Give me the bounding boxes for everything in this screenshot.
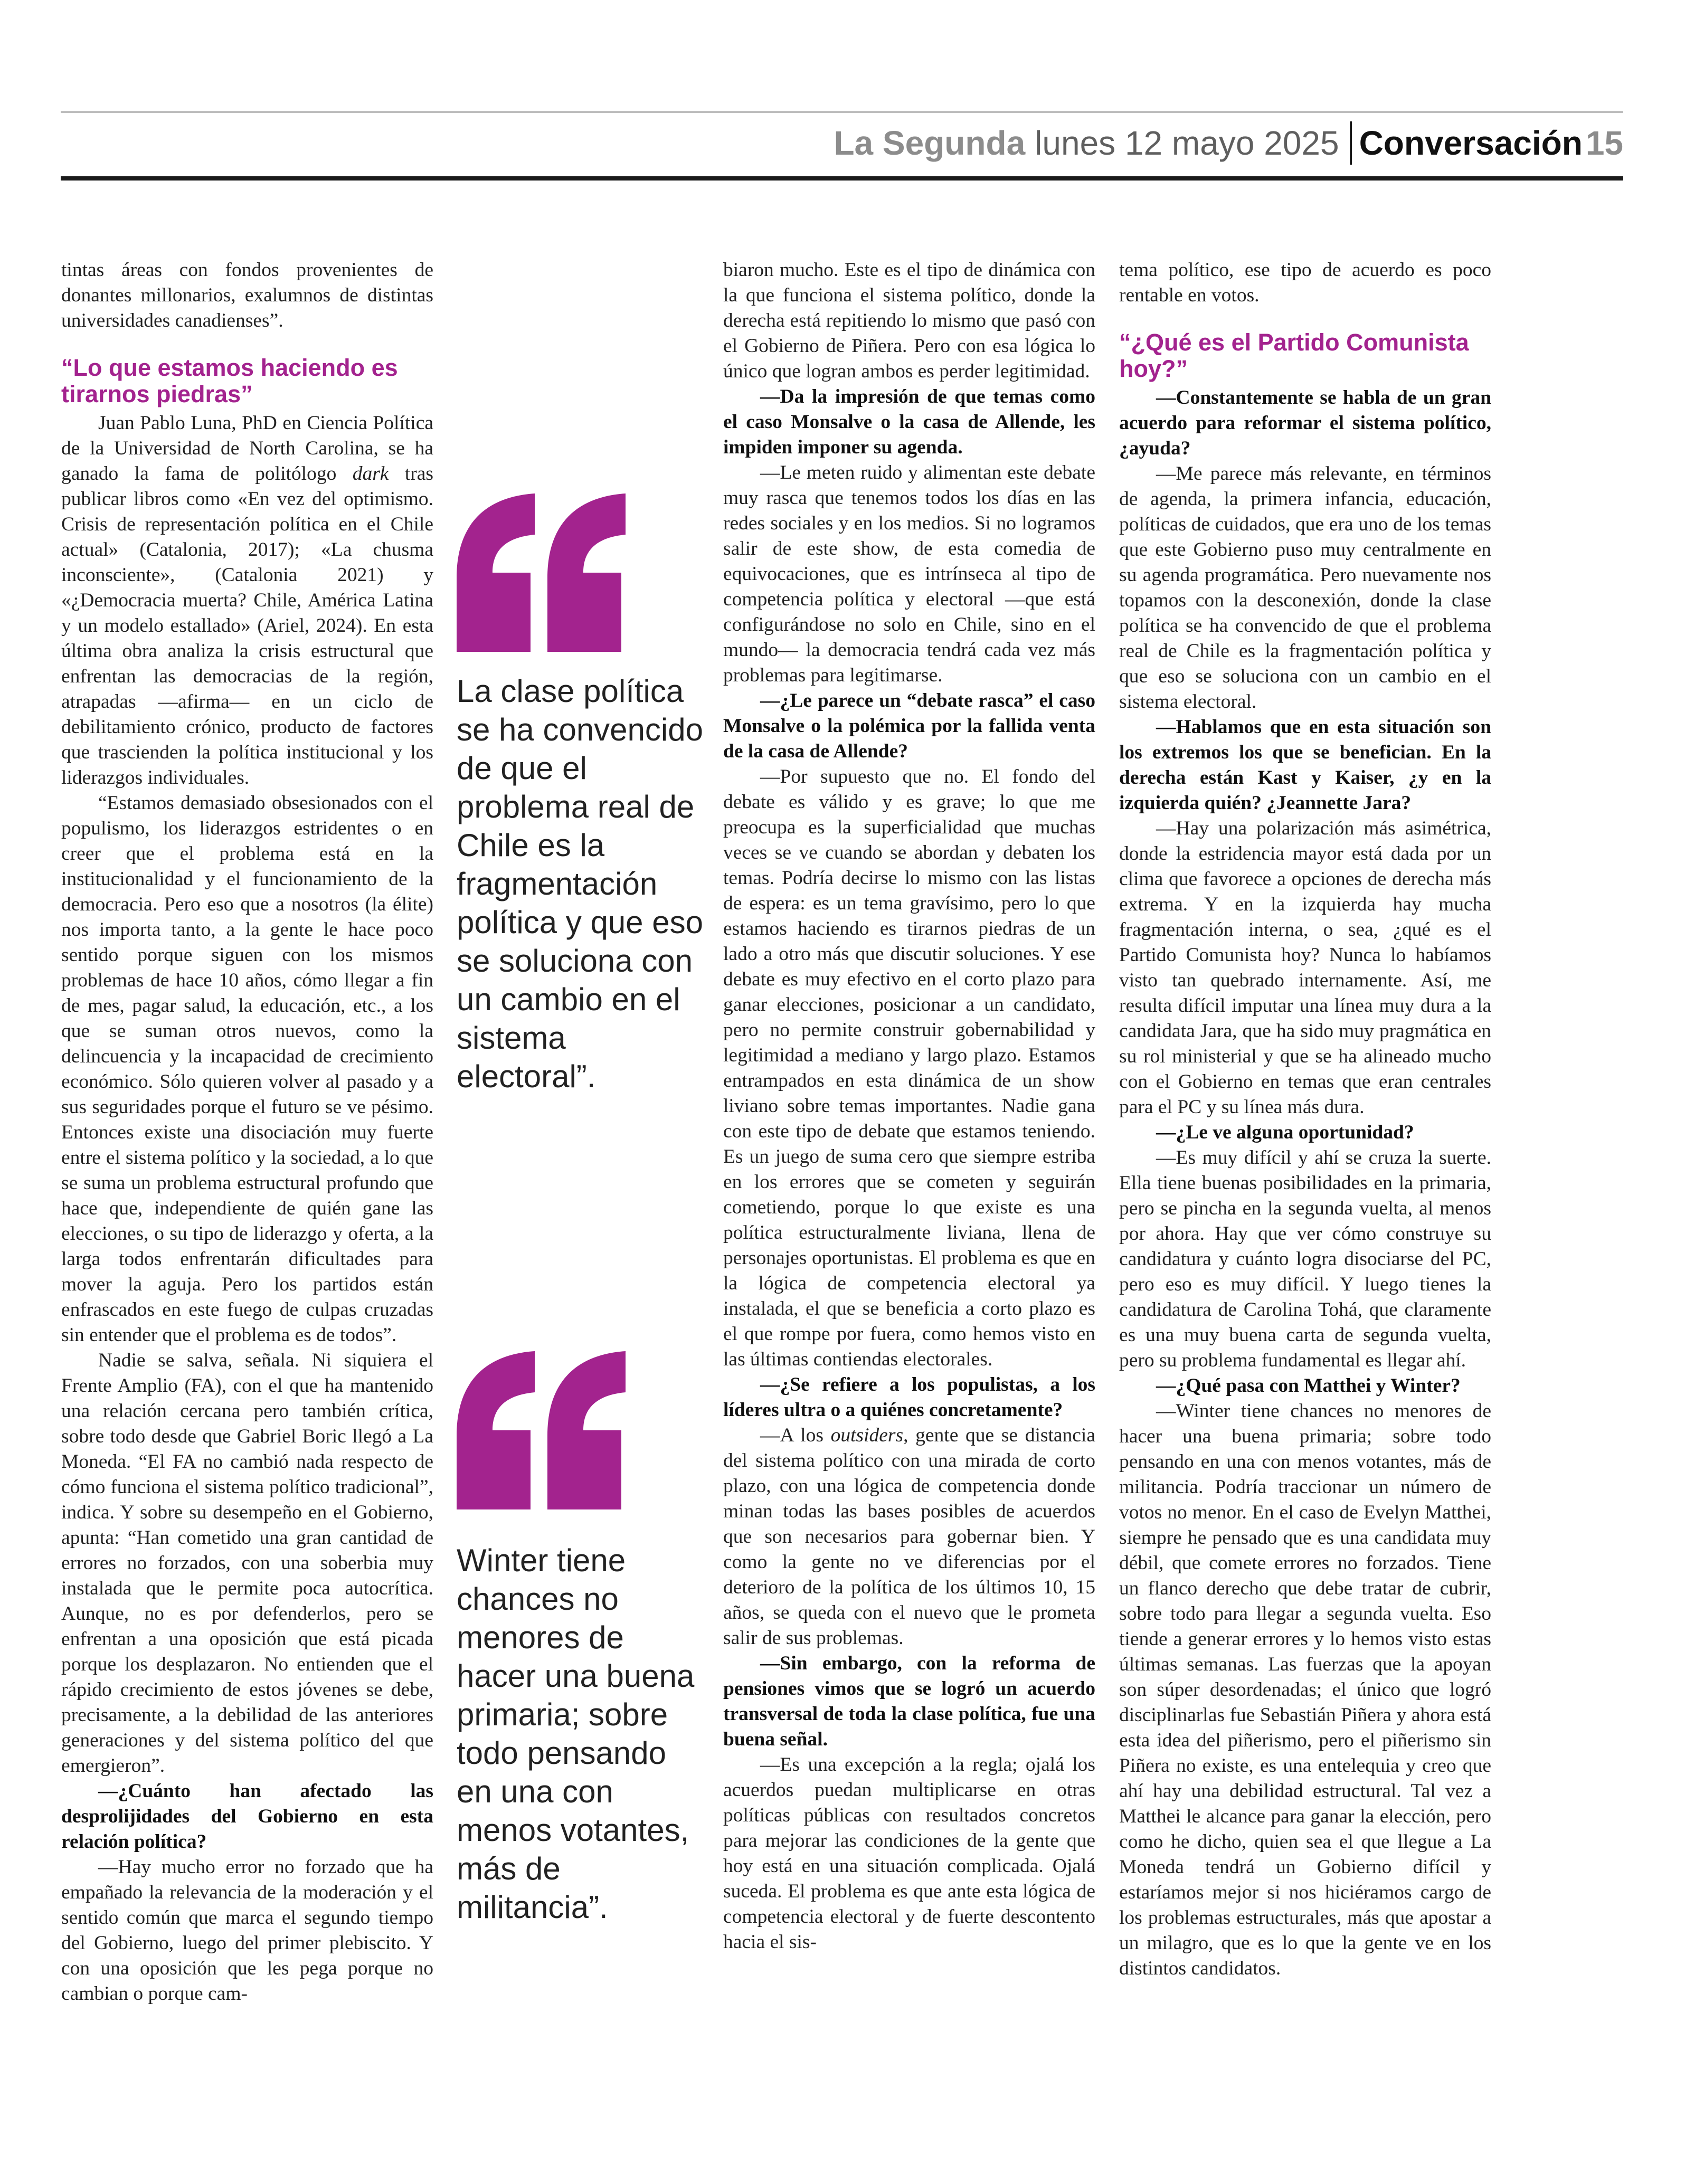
header-bottom-rule (61, 176, 1623, 181)
section-name: Conversación (1359, 124, 1583, 162)
interview-question: —¿Qué pasa con Matthei y Winter? (1156, 1375, 1461, 1397)
interview-question: —Sin embargo, con la reforma de pensiones vimos que se logró un acuerdo transversal de toda la clase política, fue una buena señal. (723, 1653, 1095, 1750)
page-number: 15 (1585, 124, 1623, 162)
article-column-1 (61, 258, 433, 2121)
interview-question: —Hablamos que en esta situación son los extremos los que se benefician. En la derecha están Kast y Kaiser, ¿y en la izquierda quién? ¿Jeannette Jara? (1119, 716, 1491, 814)
quote-mark-icon (457, 493, 626, 652)
pull-quote-text: Winter tiene chances no menores de hacer una buena primaria; sobre todo pensando en una con menos votantes, más de militancia”. (457, 1543, 695, 1925)
interview-question: —¿Le ve alguna oportunidad? (1156, 1122, 1414, 1143)
interview-answer: —A los outsiders, gente que se distancia del sistema político con una mirada de corto plazo, con una lógica de competencia donde minan todas las bases posibles de acuerdos que son necesarios para gobernar bien. Y como la gente no ve diferencias por el deterioro de la política de los últimos 10, 15 años, se queda con el nuevo que le prometa salir de sus problemas. (723, 1425, 1095, 1649)
header-top-rule (61, 111, 1623, 113)
interview-answer: —Es una excepción a la regla; ojalá los acuerdos puedan multiplicarse en otras políticas públicas con resultados concretos para mejorar las condiciones de la gente que hoy está en una situación complicada. Ojalá suceda. El problema es que ante esta lógica de competencia electoral y de fuerte descontento hacia el sis- (723, 1754, 1095, 1953)
interview-answer: —Es muy difícil y ahí se cruza la suerte. Ella tiene buenas posibilidades en la primaria, pero se pincha en la segunda vuelta, al menos por ahora. Hay que ver cómo construye su candidatura y cuánto logra disociarse del PC, pero eso es muy difícil. Y luego tienes la candidatura de Carolina Tohá, que claramente es una muy buena carta de segunda vuelta, pero su problema fundamental es llegar ahí. (1119, 1147, 1491, 1371)
italic-word: outsiders (830, 1425, 904, 1446)
paragraph: Juan Pablo Luna, PhD en Ciencia Política de la Universidad de North Carolina, se ha ganado la fama de politólogo dark tras publicar libros como «En vez del optimismo. Crisis de representación política en el Chile actual» (Catalonia, 2017); «La chusma inconsciente», (Catalonia 2021) y «¿Democracia muerta? Chile, América Latina y un modelo estallado» (Ariel, 2024). En esta última obra analiza la crisis estructural que enfrentan las democracias de la región, atrapadas —afirma— en un ciclo de debilitamiento crónico, producto de factores que trascienden la política institucional y los liderazgos individuales. (61, 412, 433, 789)
interview-answer: —Por supuesto que no. El fondo del debate es válido y es grave; lo que me preocupa es la superficialidad que muchas veces se ve cuando se abordan y debaten los temas. Podría decirse lo mismo con las listas de espera: es un tema gravísimo, pero lo que estamos haciendo es tirarnos piedras de un lado a otro más que discutir soluciones. Y ese debate es muy efectivo en el corto plazo para ganar elecciones, posicionar a un candidato, pero no permite construir gobernabilidad y legitimidad a mediano y largo plazo. Estamos entrampados en esta dinámica de un show liviano sobre temas importantes. Nadie gana con este tipo de debate que estamos teniendo. Es un juego de suma cero que siempre estriba en los errores que se cometen y seguirán cometiendo, porque lo que existe es una política estructuralmente liviana, llena de personajes oportunistas. El problema es que en la lógica de competencia electoral ya instalada, el que se beneficia a corto plazo es el que rompe por fuera, como hemos visto en las últimas contiendas electorales. (723, 766, 1095, 1370)
italic-word: dark (352, 463, 389, 485)
interview-question: —Constantemente se habla de un gran acuerdo para reformar el sistema político, ¿ayuda? (1119, 387, 1491, 459)
paragraph: tema político, ese tipo de acuerdo es poco rentable en votos. (1119, 259, 1491, 306)
interview-question: —¿Se refiere a los populistas, a los líderes ultra o a quiénes concretamente? (723, 1374, 1095, 1421)
interview-answer: —Hay mucho error no forzado que ha empañado la relevancia de la moderación y el sentido común que marca el segundo tiempo del Gobierno, luego del primer plebiscito. Y con una oposición que les pega porque no cambian o porque cam- (61, 1856, 433, 2005)
article-column-2 (723, 258, 1095, 2121)
interview-answer: —Winter tiene chances no menores de hacer una buena primaria; sobre todo pensando en una con menos votantes, más de militancia. Podría traccionar un número de votos no menor. En el caso de Evelyn Matthei, siempre he pensado que es una candidata muy débil, que comete errores no forzados. Tiene un flanco derecho que debe tratar de cubrir, sobre todo para llegar a segunda vuelta. Eso tiende a generar errores y lo hemos visto estas últimas semanas. Las fuerzas que la apoyan son súper desordenadas; el único que logró disciplinarlas fue Sebastián Piñera y ahora está esta idea del piñerismo, pero el piñerismo sin Piñera no existe, es una entelequia y creo que ahí hay una debilidad estructural. Tal vez a Matthei le alcance para ganar la elección, pero como he dicho, quien sea el que llegue a La Moneda tendrá un Gobierno difícil y estaríamos mejor si nos hiciéramos cargo de los problemas estructurales, más que apostar a un milagro, que es lo que la gente ve en los distintos candidatos. (1119, 1400, 1491, 1979)
interview-question: —¿Le parece un “debate rasca” el caso Monsalve o la polémica por la fallida venta de la casa de Allende? (723, 690, 1095, 762)
paragraph: tintas áreas con fondos provenientes de donantes millonarios, exalumnos de distintas universidades canadienses”. (61, 259, 433, 331)
paragraph: biaron mucho. Este es el tipo de dinámica con la que funciona el sistema político, donde la derecha está repitiendo lo mismo que pasó con el Gobierno de Piñera. Pero con esa lógica lo único que logran ambos es perder legitimidad. (723, 259, 1095, 382)
interview-question: —¿Cuánto han afectado las desprolijidades del Gobierno en esta relación política? (61, 1780, 433, 1853)
subheading: “¿Qué es el Partido Comunista hoy?” (1119, 329, 1469, 382)
pull-quote-2 (457, 1351, 705, 1926)
article-column-3 (1119, 258, 1491, 2121)
pull-quote-1 (457, 493, 705, 1096)
masthead (834, 117, 1623, 169)
newspaper-name: La Segunda (834, 124, 1026, 162)
pull-quote-text: La clase política se ha convencido de que el problema real de Chile es la fragmentación política y que eso se soluciona con un cambio en el sistema electoral”. (457, 673, 703, 1094)
quote-mark-icon (457, 1351, 626, 1509)
masthead-divider (1350, 121, 1352, 165)
paragraph: “Estamos demasiado obsesionados con el populismo, los liderazgos estridentes o en creer que el problema está en la institucionalidad y el funcionamiento de la democracia. Pero eso que a nosotros (la élite) nos importa tanto, a la gente le hace poco sentido porque siguen con los mismos problemas de hace 10 años, cómo llegar a fin de mes, pagar salud, la educación, etc., a los que se suman otros nuevos, como la delincuencia y la incapacidad de crecimiento económico. Sólo quieren volver al pasado y a sus seguridades porque el futuro se ve pésimo. Entonces existe una disociación muy fuerte entre el sistema político y la sociedad, a lo que se suma un problema estructural profundo que hace que, independiente de quién gane las elecciones, o su tipo de liderazgo y oferta, a la larga todos enfrentarán dificultades para mover la aguja. Pero los partidos están enfrascados en este fuego de culpas cruzadas sin entender que el problema es de todos”. (61, 792, 433, 1346)
issue-date: lunes 12 mayo 2025 (1035, 124, 1339, 162)
interview-answer: —Le meten ruido y alimentan este debate muy rasca que tenemos todos los días en las redes sociales y en los medios. Si no logramos salir de este show, de esta comedia de equivocaciones, que es intrínseca al tipo de competencia política y electoral —que está configurándose no solo en Chile, sino en el mundo— la democracia tendrá cada vez más problemas para legitimarse. (723, 462, 1095, 686)
interview-answer: —Hay una polarización más asimétrica, donde la estridencia mayor está dada por un clima que favorece a opciones de derecha más extrema. Y en la izquierda hay mucha fragmentación interna, o sea, ¿qué es el Partido Comunista hoy? Nunca lo habíamos visto tan quebrado internamente. Así, me resulta difícil imputar una línea muy dura a la candidata Jara, que ha sido muy pragmática en su rol ministerial y que se ha alineado mucho con el Gobierno en temas que eran centrales para el PC y su línea más dura. (1119, 818, 1491, 1118)
interview-answer: —Me parece más relevante, en términos de agenda, la primera infancia, educación, políticas de cuidados, que era uno de los temas que este Gobierno puso muy centralmente en su agenda programática. Pero nuevamente nos topamos con la desconexión, donde la clase política se ha convencido de que el problema real de Chile es la fragmentación política y que eso se soluciona con un cambio en el sistema electoral. (1119, 463, 1491, 713)
interview-question: —Da la impresión de que temas como el caso Monsalve o la casa de Allende, les impiden imponer su agenda. (723, 386, 1095, 458)
paragraph: Nadie se salva, señala. Ni siquiera el Frente Amplio (FA), con el que ha mantenido una relación cercana pero también crítica, sobre todo desde que Gabriel Boric llegó a La Moneda. “El FA no cambió nada respecto de cómo funciona el sistema político tradicional”, indica. Y sobre su desempeño en el Gobierno, apunta: “Han cometido una gran cantidad de errores no forzados, con una soberbia muy instalada que le permite poca autocrítica. Aunque, no es por defenderlos, pero se enfrentan a una oposición que está picada porque los desplazaron. No entienden que el rápido crecimiento de estos jóvenes se debe, precisamente, a la debilidad de las anteriores generaciones y del sistema político del que emergieron”. (61, 1350, 433, 1777)
subheading: “Lo que estamos haciendo es tirarnos piedras” (61, 354, 398, 407)
